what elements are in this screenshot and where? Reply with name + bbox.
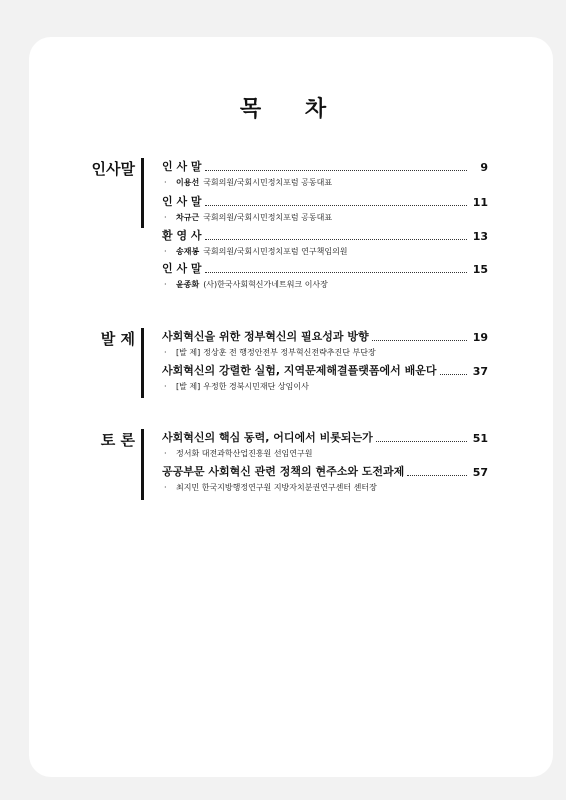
- dot-leader: [205, 238, 467, 240]
- toc-entry[interactable]: [162, 229, 488, 257]
- speaker-affiliation: 정서화 대전과학산업진흥원 선임연구원: [176, 449, 313, 458]
- bullet: ·: [164, 280, 167, 289]
- presentation-tag: [발 제]: [176, 382, 201, 391]
- toc-entry[interactable]: [162, 262, 488, 290]
- bullet: ·: [164, 213, 167, 222]
- dot-leader: [440, 373, 467, 375]
- entry-subtitle: [162, 279, 488, 290]
- page-number: 37: [472, 365, 488, 378]
- entry-title: 사회혁신의 핵심 동력, 어디에서 비롯되는가: [162, 431, 373, 444]
- bullet: ·: [164, 247, 167, 256]
- toc-entry[interactable]: [162, 364, 488, 392]
- entry-subtitle: [162, 212, 488, 223]
- speaker-affiliation: (사)한국사회혁신가네트워크 이사장: [203, 280, 328, 289]
- toc-entry[interactable]: [162, 160, 488, 188]
- page-number: 19: [472, 331, 488, 344]
- page-number: 51: [472, 432, 488, 445]
- entry-subtitle: [162, 448, 488, 459]
- dot-leader: [205, 169, 467, 171]
- entry-title: 인 사 말: [162, 160, 202, 173]
- entry-title: 사회혁신을 위한 정부혁신의 필요성과 방향: [162, 330, 369, 343]
- dot-leader: [372, 339, 467, 341]
- entry-title: 공공부문 사회혁신 관련 정책의 현주소와 도전과제: [162, 465, 405, 478]
- entry-subtitle: [162, 482, 488, 493]
- bullet: ·: [164, 348, 167, 357]
- page-number: 11: [472, 196, 488, 209]
- presentation-tag: [발 제]: [176, 348, 201, 357]
- toc-entry[interactable]: [162, 431, 488, 459]
- toc-page: [29, 37, 553, 777]
- speaker-name: 이용선: [176, 178, 200, 187]
- entry-subtitle: [162, 381, 488, 392]
- speaker-affiliation: 국회의원/국회시민정치포럼 연구책임의원: [203, 247, 348, 256]
- dot-leader: [205, 204, 467, 206]
- section-label: 인사말: [91, 160, 135, 178]
- bullet: ·: [164, 483, 167, 492]
- speaker-affiliation: 최지민 한국지방행정연구원 지방자치분권연구센터 센터장: [176, 483, 377, 492]
- toc-entry[interactable]: [162, 465, 488, 493]
- page-number: 15: [472, 263, 488, 276]
- speaker-affiliation: 국회의원/국회시민정치포럼 공동대표: [203, 178, 333, 187]
- speaker-affiliation: 정상훈 전 행정안전부 정부혁신전략추진단 부단장: [203, 348, 376, 357]
- bullet: ·: [164, 449, 167, 458]
- toc-entry[interactable]: [162, 195, 488, 223]
- entry-title: 사회혁신의 강렬한 실험, 지역문제해결플랫폼에서 배운다: [162, 364, 437, 377]
- entry-title: 환 영 사: [162, 229, 202, 242]
- bullet: ·: [164, 382, 167, 391]
- speaker-name: 차규근: [176, 213, 200, 222]
- bullet: ·: [164, 178, 167, 187]
- speaker-name: 송재봉: [176, 247, 200, 256]
- page-number: 9: [480, 161, 488, 174]
- entry-subtitle: [162, 347, 488, 358]
- speaker-name: 윤종화: [176, 280, 200, 289]
- section-divider: [141, 328, 144, 398]
- entry-subtitle: [162, 177, 488, 188]
- speaker-affiliation: 우정한 경북시민재단 상임이사: [203, 382, 309, 391]
- toc-title: 목 차: [239, 97, 345, 122]
- dot-leader: [376, 440, 467, 442]
- dot-leader: [205, 271, 467, 273]
- entry-title: 인 사 말: [162, 262, 202, 275]
- entry-title: 인 사 말: [162, 195, 202, 208]
- page-number: 57: [472, 466, 488, 479]
- entry-subtitle: [162, 246, 488, 257]
- speaker-affiliation: 국회의원/국회시민정치포럼 공동대표: [203, 213, 333, 222]
- section-label: 발 제: [100, 330, 135, 348]
- section-label: 토 론: [100, 431, 135, 449]
- section-divider: [141, 429, 144, 500]
- page-number: 13: [472, 230, 488, 243]
- toc-entry[interactable]: [162, 330, 488, 358]
- dot-leader: [407, 474, 467, 476]
- section-divider: [141, 158, 144, 228]
